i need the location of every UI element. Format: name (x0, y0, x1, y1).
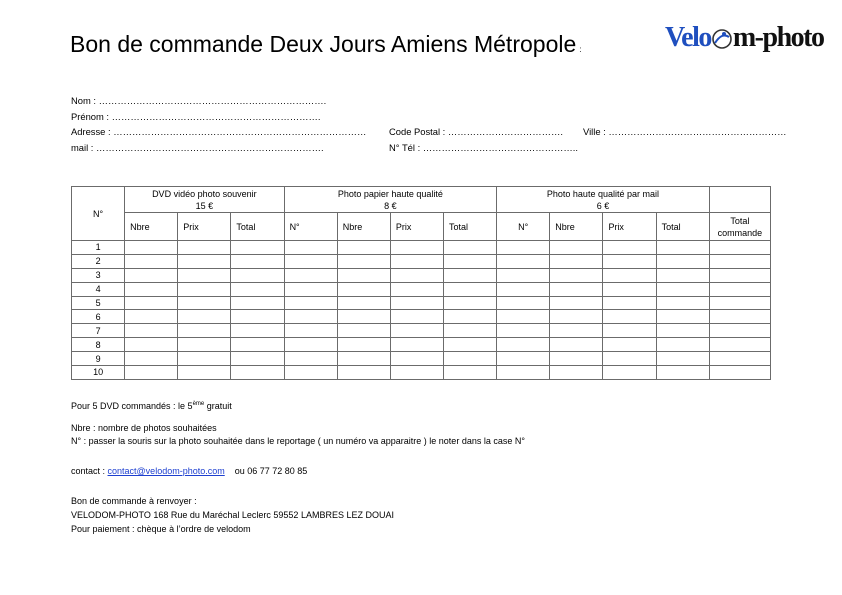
order-cell[interactable] (709, 366, 770, 380)
order-cell[interactable] (284, 268, 337, 282)
order-cell[interactable] (550, 324, 603, 338)
contact-label: contact : (71, 466, 108, 476)
order-cell[interactable] (231, 352, 284, 366)
order-cell[interactable] (125, 268, 178, 282)
order-table (71, 186, 771, 380)
order-cell[interactable] (390, 254, 443, 268)
order-cell[interactable] (656, 254, 709, 268)
table-row (72, 324, 771, 338)
order-cell[interactable] (443, 241, 496, 255)
order-cell[interactable] (443, 352, 496, 366)
order-cell[interactable] (337, 366, 390, 380)
order-cell[interactable] (656, 324, 709, 338)
order-cell[interactable] (178, 352, 231, 366)
table-row (72, 296, 771, 310)
order-cell[interactable] (709, 352, 770, 366)
order-cell[interactable] (709, 254, 770, 268)
row-number: 4 (72, 282, 125, 296)
order-cell[interactable] (709, 324, 770, 338)
subheader: N° (284, 213, 337, 241)
order-cell[interactable] (284, 352, 337, 366)
order-cell[interactable] (497, 241, 550, 255)
order-cell[interactable] (390, 352, 443, 366)
promo-sup: ème (192, 401, 205, 407)
row-number: 1 (72, 241, 125, 255)
order-cell[interactable] (231, 254, 284, 268)
order-cell[interactable] (603, 310, 656, 324)
order-cell[interactable] (125, 282, 178, 296)
order-cell[interactable] (550, 296, 603, 310)
table-row (72, 282, 771, 296)
header-dvd-name: DVD vidéo photo souvenir (152, 188, 257, 199)
order-cell[interactable] (390, 296, 443, 310)
field-tel[interactable]: N° Tél : ………………………………………….. (389, 142, 579, 153)
order-cell[interactable] (497, 338, 550, 352)
order-cell[interactable] (497, 310, 550, 324)
title-text: Bon de commande Deux Jours Amiens Métropole (70, 31, 577, 57)
contact-email-link[interactable]: contact@velodom-photo.com (107, 466, 225, 476)
order-cell[interactable] (284, 324, 337, 338)
cyclist-icon (711, 28, 733, 50)
logo-text-blue: Velo (665, 22, 711, 53)
order-cell[interactable] (284, 338, 337, 352)
order-cell[interactable] (337, 296, 390, 310)
order-cell[interactable] (125, 324, 178, 338)
order-cell[interactable] (390, 324, 443, 338)
order-cell[interactable] (178, 366, 231, 380)
order-cell[interactable] (178, 324, 231, 338)
order-cell[interactable] (178, 268, 231, 282)
row-number: 3 (72, 268, 125, 282)
order-cell[interactable] (656, 310, 709, 324)
table-row (72, 254, 771, 268)
order-cell[interactable] (443, 338, 496, 352)
order-cell[interactable] (125, 366, 178, 380)
order-cell[interactable] (231, 324, 284, 338)
header-photo-mail-price: 6 € (596, 200, 610, 211)
page-title (70, 31, 582, 58)
order-cell[interactable] (284, 254, 337, 268)
header-photo-mail (497, 187, 710, 213)
order-cell[interactable] (497, 324, 550, 338)
order-cell[interactable] (337, 282, 390, 296)
order-cell[interactable] (443, 254, 496, 268)
row-number: 5 (72, 296, 125, 310)
order-cell[interactable] (497, 254, 550, 268)
order-cell[interactable] (603, 296, 656, 310)
header-empty (709, 187, 770, 213)
order-cell[interactable] (443, 268, 496, 282)
order-cell[interactable] (443, 324, 496, 338)
order-cell[interactable] (497, 282, 550, 296)
field-prenom[interactable]: Prénom : …………………………………………………………. (71, 111, 321, 122)
order-cell[interactable] (337, 324, 390, 338)
subheader: Nbre (125, 213, 178, 241)
row-number: 7 (72, 324, 125, 338)
subheader: Total (656, 213, 709, 241)
subheader: Total (443, 213, 496, 241)
order-cell[interactable] (231, 241, 284, 255)
field-adresse[interactable]: Adresse : ……………………………………………………………………… (71, 126, 367, 137)
table-row (72, 366, 771, 380)
order-cell[interactable] (443, 296, 496, 310)
subheader: Nbre (550, 213, 603, 241)
subheader: Nbre (337, 213, 390, 241)
order-cell[interactable] (390, 366, 443, 380)
row-number: 2 (72, 254, 125, 268)
table-row (72, 310, 771, 324)
order-cell[interactable] (550, 338, 603, 352)
order-cell[interactable] (390, 310, 443, 324)
header-photo-papier-name: Photo papier haute qualité (337, 188, 443, 199)
order-cell[interactable] (443, 366, 496, 380)
contact-line (71, 466, 307, 476)
subheader: Prix (603, 213, 656, 241)
order-cell[interactable] (709, 268, 770, 282)
field-mail[interactable]: mail : ………………………………………………………………. (71, 142, 324, 153)
order-cell[interactable] (550, 310, 603, 324)
order-cell[interactable] (125, 254, 178, 268)
contact-phone: ou 06 77 72 80 85 (234, 466, 308, 476)
return-label: Bon de commande à renvoyer : (71, 496, 197, 506)
order-cell[interactable] (497, 352, 550, 366)
order-cell[interactable] (337, 338, 390, 352)
order-cell[interactable] (656, 268, 709, 282)
order-cell[interactable] (656, 366, 709, 380)
order-cell[interactable] (337, 254, 390, 268)
order-cell[interactable] (390, 268, 443, 282)
field-code-postal[interactable]: Code Postal : ………………………………. (389, 126, 563, 137)
order-cell[interactable] (231, 268, 284, 282)
order-cell[interactable] (178, 310, 231, 324)
order-cell[interactable] (231, 366, 284, 380)
order-cell[interactable] (603, 241, 656, 255)
order-cell[interactable] (550, 366, 603, 380)
order-cell[interactable] (178, 282, 231, 296)
order-cell[interactable] (284, 296, 337, 310)
header-photo-papier (284, 187, 497, 213)
subheader: Total (231, 213, 284, 241)
order-cell[interactable] (443, 282, 496, 296)
order-cell[interactable] (284, 241, 337, 255)
promo-text: Pour 5 DVD commandés : le 5 (71, 401, 193, 411)
promo-text-end: gratuit (204, 401, 232, 411)
order-cell[interactable] (709, 282, 770, 296)
subheader: N° (497, 213, 550, 241)
order-cell[interactable] (231, 282, 284, 296)
return-address: VELODOM-PHOTO 168 Rue du Maréchal Leclerc 59552 LAMBRES LEZ DOUAI (71, 510, 394, 520)
order-cell[interactable] (709, 296, 770, 310)
order-cell[interactable] (125, 241, 178, 255)
order-cell[interactable] (603, 254, 656, 268)
order-cell[interactable] (337, 352, 390, 366)
header-photo-papier-price: 8 € (384, 200, 397, 211)
order-cell[interactable] (125, 296, 178, 310)
order-cell[interactable] (497, 268, 550, 282)
order-cell[interactable] (603, 268, 656, 282)
order-cell[interactable] (337, 310, 390, 324)
order-cell[interactable] (656, 282, 709, 296)
table-row (72, 268, 771, 282)
order-cell[interactable] (125, 352, 178, 366)
order-cell[interactable] (550, 241, 603, 255)
order-cell[interactable] (709, 338, 770, 352)
order-cell[interactable] (178, 296, 231, 310)
order-cell[interactable] (603, 338, 656, 352)
order-cell[interactable] (497, 296, 550, 310)
order-cell[interactable] (125, 310, 178, 324)
velodom-logo (665, 22, 823, 54)
order-cell[interactable] (390, 241, 443, 255)
order-cell[interactable] (178, 241, 231, 255)
table-row (72, 338, 771, 352)
subheader: Prix (178, 213, 231, 241)
field-nom[interactable]: Nom : ………………………………………………………………. (71, 95, 327, 106)
table-row (72, 241, 771, 255)
order-cell[interactable] (231, 310, 284, 324)
subheader: Prix (390, 213, 443, 241)
row-number: 9 (72, 352, 125, 366)
order-cell[interactable] (603, 352, 656, 366)
order-cell[interactable] (337, 241, 390, 255)
logo-text-dark: m-photo (732, 22, 824, 53)
num-note: N° : passer la souris sur la photo souhaitée dans le reportage ( un numéro va apparaitre ) le noter dans la case N° (71, 436, 525, 446)
order-cell[interactable] (656, 241, 709, 255)
order-cell[interactable] (390, 282, 443, 296)
order-cell[interactable] (284, 366, 337, 380)
order-cell[interactable] (550, 352, 603, 366)
order-cell[interactable] (178, 254, 231, 268)
header-dvd-price: 15 € (195, 200, 214, 211)
order-cell[interactable] (603, 366, 656, 380)
header-dvd (125, 187, 284, 213)
row-number: 10 (72, 366, 125, 380)
order-cell[interactable] (603, 324, 656, 338)
promo-note (71, 401, 232, 411)
order-cell[interactable] (178, 338, 231, 352)
order-cell[interactable] (284, 310, 337, 324)
order-cell[interactable] (709, 241, 770, 255)
order-cell[interactable] (656, 352, 709, 366)
header-total-commande: Total commande (709, 213, 770, 241)
order-cell[interactable] (550, 254, 603, 268)
order-cell[interactable] (550, 282, 603, 296)
order-cell[interactable] (709, 310, 770, 324)
nbre-note: Nbre : nombre de photos souhaitées (71, 423, 217, 433)
title-colon: : (579, 45, 582, 54)
order-cell[interactable] (656, 338, 709, 352)
order-cell[interactable] (337, 268, 390, 282)
row-number: 8 (72, 338, 125, 352)
order-cell[interactable] (656, 296, 709, 310)
header-num: N° (72, 187, 125, 241)
order-cell[interactable] (497, 366, 550, 380)
field-ville[interactable]: Ville : ………………………………………………… (583, 126, 787, 137)
order-cell[interactable] (125, 338, 178, 352)
order-cell[interactable] (550, 268, 603, 282)
order-cell[interactable] (603, 282, 656, 296)
order-cell[interactable] (284, 282, 337, 296)
order-cell[interactable] (231, 296, 284, 310)
table-row (72, 352, 771, 366)
order-cell[interactable] (231, 338, 284, 352)
row-number: 6 (72, 310, 125, 324)
order-cell[interactable] (390, 338, 443, 352)
payment-note: Pour paiement : chèque à l’ordre de velodom (71, 524, 251, 534)
order-cell[interactable] (443, 310, 496, 324)
header-photo-mail-name: Photo haute qualité par mail (546, 188, 659, 199)
